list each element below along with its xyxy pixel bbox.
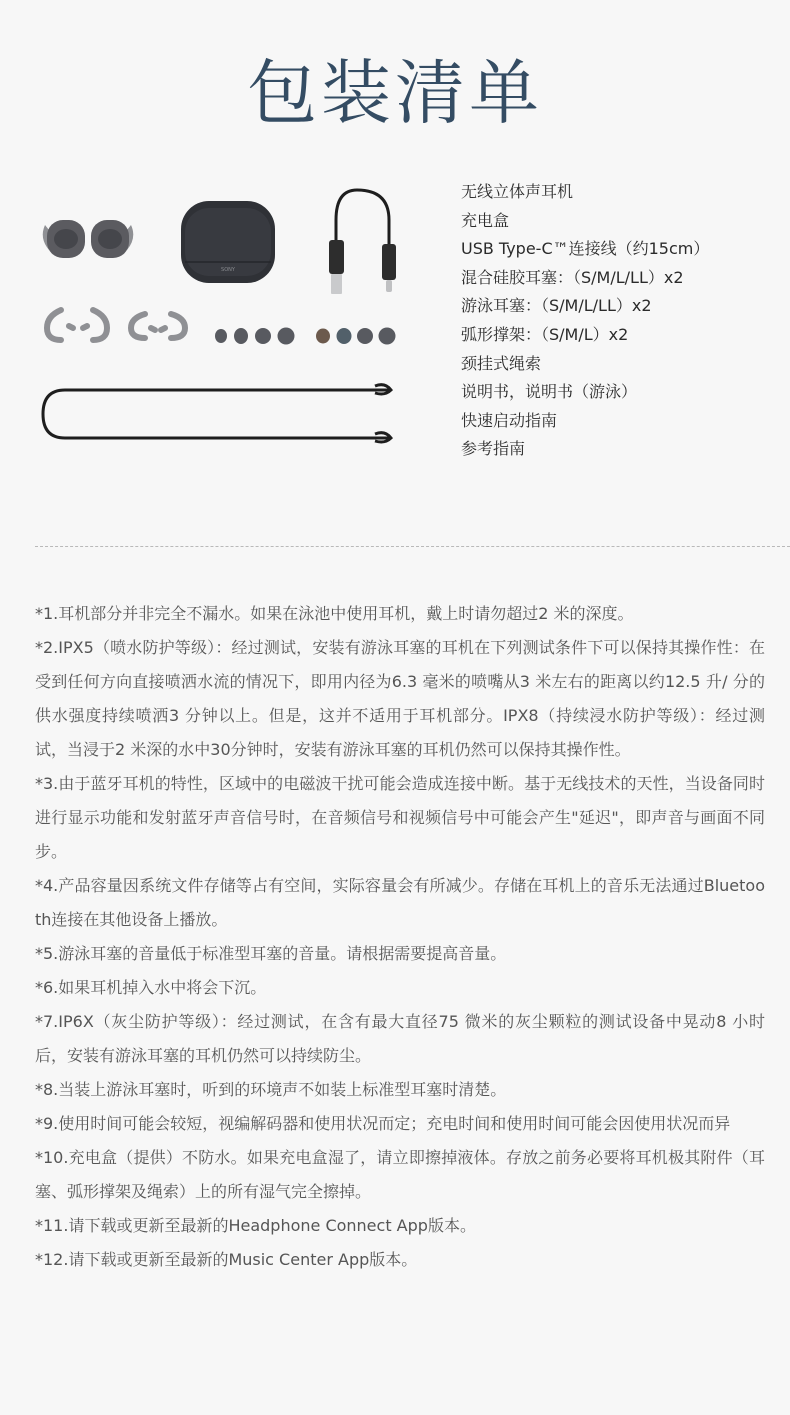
package-contents-list (461, 178, 709, 464)
note-8: *8.当装上游泳耳塞时，听到的环境声不如装上标准型耳塞时清楚。 (35, 1080, 507, 1099)
usb-c-cable-image (329, 190, 396, 294)
list-item: 快速启动指南 (461, 410, 558, 430)
notes-section (35, 597, 765, 1277)
section-divider (35, 546, 790, 547)
note-1: *1.耳机部分并非完全不漏水。如果在泳池中使用耳机，戴上时请勿超过2 米的深度。 (35, 604, 634, 623)
note-2: *2.IPX5（喷水防护等级）：经过测试，安装有游泳耳塞的耳机在下列测试条件下可以保持其操作性：在受到任何方向直接喷洒水流的情况下，即用内径为6.3 毫米的喷嘴从3 米左右的距离以约12.5 升/ 分的供水强度持续喷洒3 分钟以上。但是，这并不适用于耳机部分。IPX8（持续浸水防护等级）：经过测试，当浸于2 米深的水中30分钟时，安装有游泳耳塞的耳机仍然可以保持其操作性。 (35, 638, 765, 759)
list-item: 弧形撑架：（S/M/L）x2 (461, 324, 629, 344)
note-3: *3.由于蓝牙耳机的特性，区域中的电磁波干扰可能会造成连接中断。基于无线技术的天性，当设备同时进行显示功能和发射蓝牙声音信号时，在音频信号和视频信号中可能会产生"延迟"，即声音与画面不同步。 (35, 774, 765, 861)
note-9: *9.使用时间可能会较短，视编解码器和使用状况而定；充电时间和使用时间可能会因使用状况而异 (35, 1114, 731, 1133)
list-item: 充电盒 (461, 210, 510, 230)
list-item: 游泳耳塞：（S/M/L/LL）x2 (461, 296, 652, 316)
page-title: 包装清单 (247, 52, 543, 134)
list-item: 混合硅胶耳塞：（S/M/L/LL）x2 (461, 267, 684, 287)
neck-strap-image (43, 385, 391, 442)
list-item: 无线立体声耳机 (461, 182, 574, 201)
note-7: *7.IP6X（灰尘防护等级）：经过测试，在含有最大直径75 微米的灰尘颗粒的测试设备中晃动8 小时后，安装有游泳耳塞的耳机仍然可以持续防尘。 (35, 1012, 765, 1065)
note-12: *12.请下载或更新至最新的Music Center App版本。 (35, 1250, 418, 1269)
hybrid-ear-tips-image (215, 328, 295, 345)
swimming-ear-tips-image (316, 328, 396, 345)
right-earbud-image (91, 220, 133, 258)
case-logo-text: SONY (221, 267, 235, 273)
list-item: 参考指南 (461, 439, 526, 459)
package-contents-image (35, 180, 415, 460)
note-6: *6.如果耳机掉入水中将会下沉。 (35, 978, 267, 997)
note-11: *11.请下载或更新至最新的Headphone Connect App版本。 (35, 1216, 476, 1235)
left-earbud-image (43, 220, 85, 258)
note-4: *4.产品容量因系统文件存储等占有空间，实际容量会有所减少。存储在耳机上的音乐无法通过Bluetooth连接在其他设备上播放。 (35, 876, 765, 929)
arc-supporters-image (47, 310, 185, 340)
note-5: *5.游泳耳塞的音量低于标准型耳塞的音量。请根据需要提高音量。 (35, 944, 507, 963)
list-item: 颈挂式绳索 (461, 353, 542, 373)
note-10: *10.充电盒（提供）不防水。如果充电盒湿了，请立即擦掉液体。存放之前务必要将耳机极其附件（耳塞、弧形撑架及绳索）上的所有湿气完全擦掉。 (35, 1148, 765, 1201)
charging-case-image (181, 201, 275, 283)
list-item: USB Type-C™连接线（约15cm） (461, 239, 710, 259)
list-item: 说明书，说明书（游泳） (461, 382, 638, 402)
